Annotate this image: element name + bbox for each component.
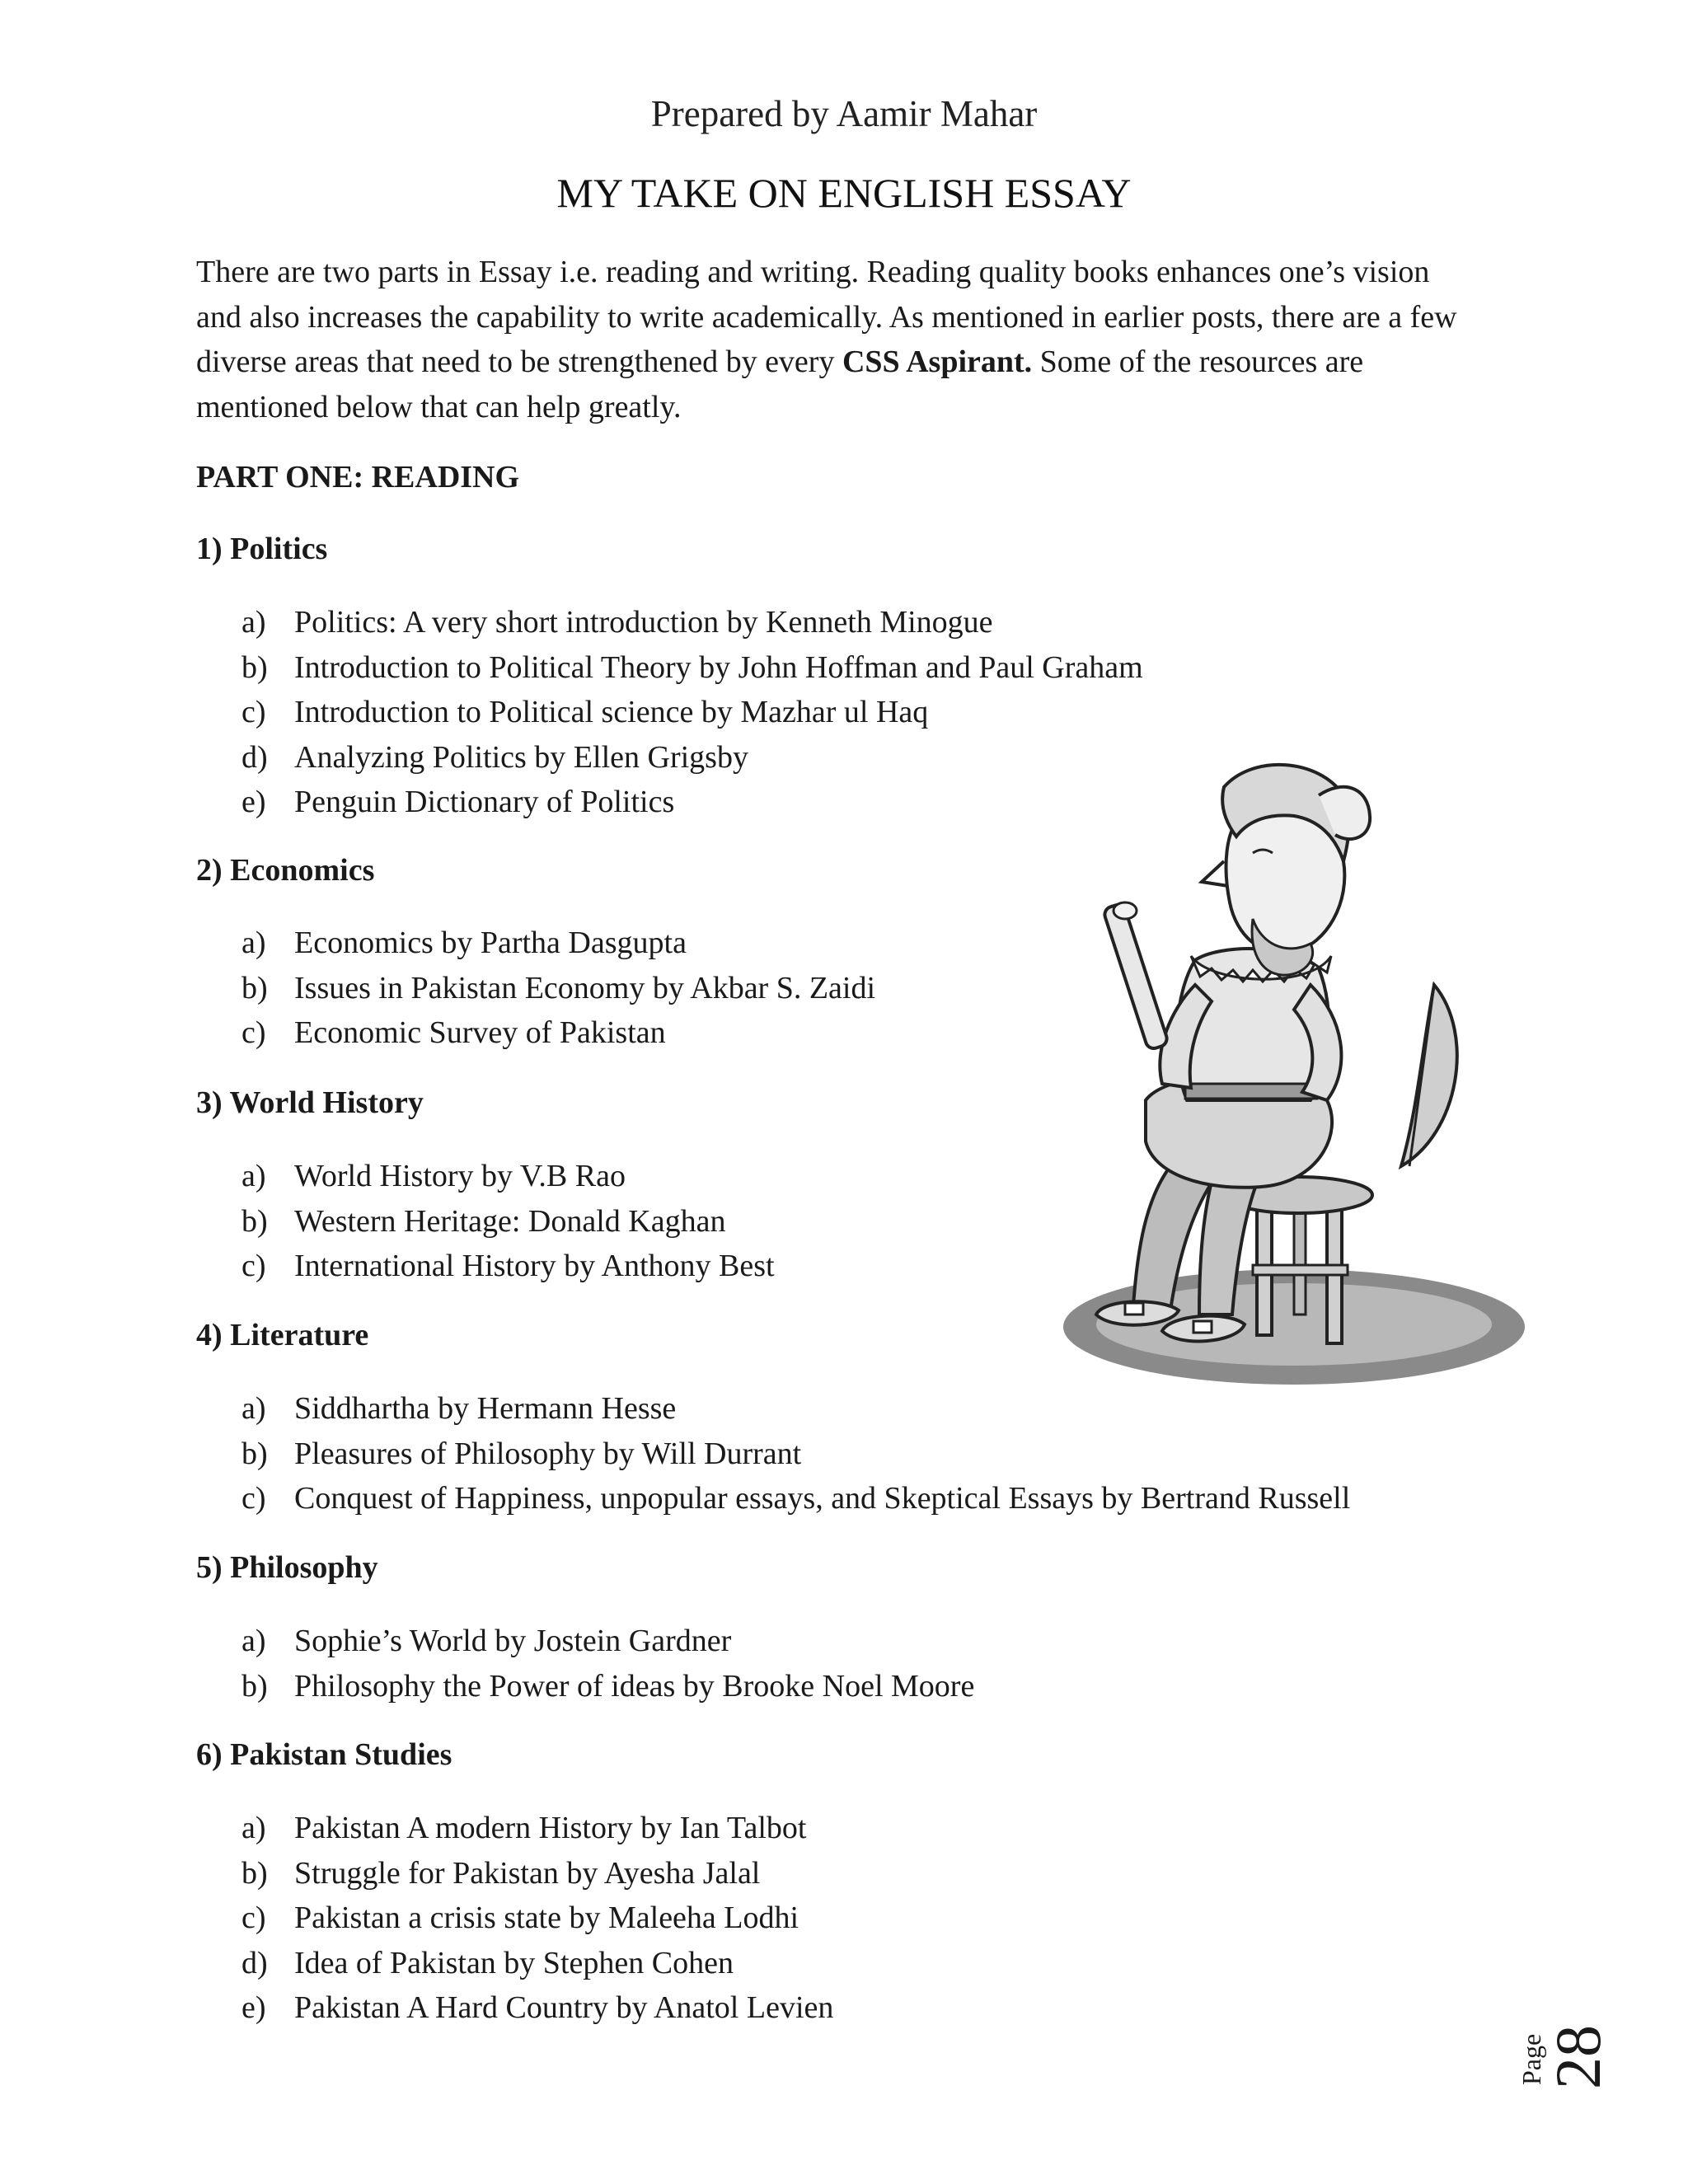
book-title: Economic Survey of Pakistan: [294, 1015, 666, 1050]
list-marker: e): [241, 785, 266, 819]
part-heading: PART ONE: READING: [196, 460, 520, 494]
list-item: [241, 1010, 875, 1056]
list-marker: a): [241, 926, 266, 960]
reading-list-politics: [241, 600, 1143, 825]
reading-list-philosophy: [241, 1619, 974, 1708]
list-item: [241, 1619, 974, 1664]
book-title: Pakistan a crisis state by Maleeha Lodhi: [294, 1900, 799, 1935]
section-heading-philosophy: 5) Philosophy: [196, 1550, 378, 1585]
book-title: World History by V.B Rao: [294, 1159, 626, 1193]
intro-paragraph: [196, 250, 1482, 429]
section-heading-literature: 4) Literature: [196, 1318, 369, 1352]
list-item: [241, 1941, 833, 1986]
reading-list-world-history: [241, 1154, 775, 1289]
list-item: [241, 1476, 1350, 1521]
list-marker: b): [241, 970, 268, 1005]
list-marker: b): [241, 1668, 268, 1704]
list-marker: c): [241, 1015, 266, 1050]
book-title: Issues in Pakistan Economy by Akbar S. Zaidi: [294, 970, 876, 1005]
list-marker: a): [241, 1391, 266, 1426]
list-marker: d): [241, 1945, 268, 1980]
page-number-footer: [1517, 1961, 1615, 2102]
book-title: International History by Anthony Best: [294, 1249, 775, 1283]
list-marker: c): [241, 1900, 266, 1935]
list-item: [241, 1985, 833, 2031]
list-item: [241, 1664, 974, 1709]
list-marker: a): [241, 1159, 266, 1193]
list-item: [241, 1851, 833, 1896]
list-item: [241, 1199, 775, 1244]
book-title: Pakistan A modern History by Ian Talbot: [294, 1811, 807, 1845]
list-item: [241, 690, 1143, 735]
book-title: Conquest of Happiness, unpopular essays, and Skeptical Essays by Bertrand Russell: [294, 1481, 1351, 1516]
book-title: Analyzing Politics by Ellen Grigsby: [294, 739, 748, 775]
list-item: [241, 1432, 1350, 1477]
list-item: [241, 1896, 833, 1941]
list-marker: c): [241, 695, 266, 729]
book-title: Struggle for Pakistan by Ayesha Jalal: [294, 1855, 761, 1891]
list-marker: d): [241, 739, 268, 775]
intro-text-end: Some of the resources are mentioned below that can help greatly.: [196, 344, 1364, 424]
book-title: Sophie’s World by Jostein Gardner: [294, 1624, 732, 1658]
reading-list-literature: [241, 1386, 1350, 1521]
list-marker: b): [241, 1203, 268, 1239]
list-marker: b): [241, 1436, 268, 1471]
book-title: Pleasures of Philosophy by Will Durrant: [294, 1436, 802, 1471]
page-title: MY TAKE ON ENGLISH ESSAY: [556, 170, 1132, 216]
reading-list-pakistan-studies: [241, 1806, 833, 2031]
page-number: 28: [1542, 2025, 1614, 2089]
intro-text-bold: CSS Aspirant.: [842, 344, 1033, 379]
list-marker: b): [241, 1855, 268, 1891]
book-title: Introduction to Political science by Mazhar ul Haq: [294, 695, 929, 729]
section-heading-world-history: 3) World History: [196, 1085, 424, 1120]
book-title: Introduction to Political Theory by John Hoffman and Paul Graham: [294, 649, 1143, 685]
list-item: [241, 1154, 775, 1199]
list-item: [241, 780, 1143, 825]
book-title: Western Heritage: Donald Kaghan: [294, 1203, 726, 1239]
book-title: Siddhartha by Hermann Hesse: [294, 1391, 677, 1426]
book-title: Philosophy the Power of ideas by Brooke Noel Moore: [294, 1668, 975, 1704]
page-label: Page: [1517, 2033, 1546, 2085]
list-marker: e): [241, 1990, 266, 2025]
list-item: [241, 1806, 833, 1851]
book-title: Idea of Pakistan by Stephen Cohen: [294, 1945, 734, 1980]
list-item: [241, 600, 1143, 645]
list-item: [241, 921, 875, 966]
list-item: [241, 1244, 775, 1289]
book-title: Penguin Dictionary of Politics: [294, 785, 675, 819]
section-heading-economics: 2) Economics: [196, 853, 375, 888]
list-item: [241, 966, 875, 1011]
author-header: Prepared by Aamir Mahar: [650, 93, 1038, 134]
list-item: [241, 645, 1143, 691]
book-title: Pakistan A Hard Country by Anatol Levien: [294, 1990, 834, 2025]
list-marker: a): [241, 1811, 266, 1845]
reading-list-economics: [241, 921, 875, 1056]
seated-writer-illustration: [1047, 738, 1525, 1397]
list-marker: c): [241, 1249, 266, 1283]
list-marker: c): [241, 1481, 266, 1516]
book-title: Economics by Partha Dasgupta: [294, 926, 687, 960]
intro-text-start: There are two parts in Essay i.e. reading and writing. Reading quality books enhances one’s vision and also increases the capability to write academically. As mentioned in earlier posts, there are a few diverse areas that need to be strengthened by every: [196, 255, 1457, 379]
list-item: [241, 735, 1143, 780]
list-marker: a): [241, 605, 266, 640]
list-marker: b): [241, 649, 268, 685]
list-marker: a): [241, 1624, 266, 1658]
section-heading-politics: 1) Politics: [196, 532, 328, 566]
book-title: Politics: A very short introduction by Kenneth Minogue: [294, 605, 993, 640]
section-heading-pakistan-studies: 6) Pakistan Studies: [196, 1737, 452, 1772]
